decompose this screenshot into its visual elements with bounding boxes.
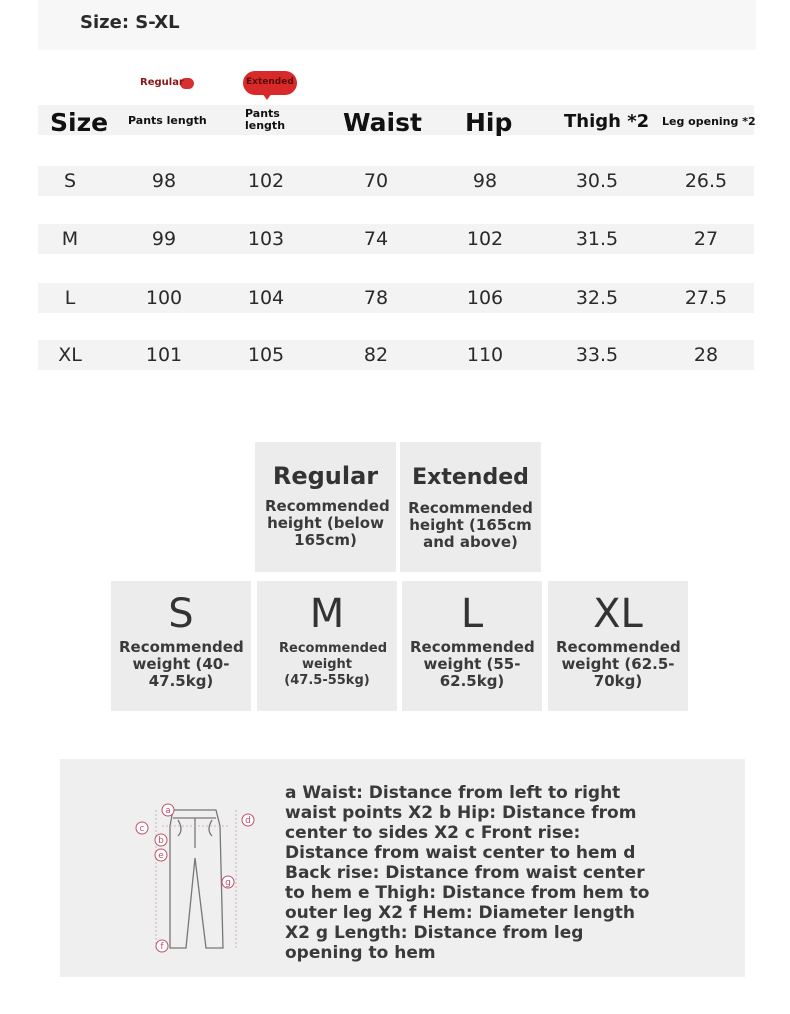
table-cell: 99 <box>151 228 177 250</box>
diagram-label-g: g <box>225 878 231 888</box>
table-cell-size: S <box>63 170 77 192</box>
col-header-thigh: Thigh *2 <box>564 111 650 132</box>
table-cell: 102 <box>247 170 285 192</box>
table-cell: 102 <box>466 228 504 250</box>
table-cell: 33.5 <box>575 344 619 366</box>
fit-description: Recommended height (165cm and above) <box>408 499 533 551</box>
diagram-label-d: d <box>245 816 251 826</box>
table-cell: 104 <box>247 287 285 309</box>
extended-tag: Extended <box>246 77 294 87</box>
table-cell: 31.5 <box>575 228 619 250</box>
size-card-xl <box>548 581 688 711</box>
size-letter: XL <box>593 591 643 637</box>
col-header-pants-length-extended: Pants length <box>245 107 286 132</box>
size-description: Recommended weight (62.5-70kg) <box>556 638 681 690</box>
table-cell: 110 <box>466 344 504 366</box>
table-cell: 98 <box>151 170 177 192</box>
diagram-label-e: e <box>158 851 164 861</box>
diagram-label-a: a <box>165 806 171 816</box>
fit-card-extended <box>400 442 541 572</box>
table-cell: 101 <box>145 344 183 366</box>
table-cell: 26.5 <box>684 170 728 192</box>
extended-tag-pointer <box>262 93 272 100</box>
size-description: Recommended weight (40-47.5kg) <box>119 638 244 690</box>
table-cell: 98 <box>472 170 498 192</box>
table-cell: 78 <box>363 287 389 309</box>
table-cell: 74 <box>363 228 389 250</box>
table-cell: 70 <box>363 170 389 192</box>
table-cell: 27 <box>693 228 719 250</box>
table-cell: 82 <box>363 344 389 366</box>
size-letter: S <box>168 591 194 637</box>
size-range-title: Size: S-XL <box>80 12 180 33</box>
table-cell: 30.5 <box>575 170 619 192</box>
fit-title: Extended <box>412 465 529 490</box>
col-header-pants-length-regular: Pants length <box>128 114 207 127</box>
measurement-note: a Waist: Distance from left to right waist points X2 b Hip: Distance from center to sides X2 c Front rise: Distance from waist center to hem d Back rise: Distance from waist center to hem e Thigh: Distance from hem to outer leg X2 f Hem: Diameter length X2 g Length: Distance from leg opening to hem <box>285 783 650 963</box>
col-header-size: Size <box>50 108 109 137</box>
fit-title: Regular <box>272 462 379 490</box>
table-cell-size: L <box>64 287 76 309</box>
table-cell-size: XL <box>58 344 82 366</box>
regular-tag: Regular <box>140 77 184 88</box>
table-cell: 103 <box>247 228 285 250</box>
size-letter: L <box>460 591 484 637</box>
size-card-s <box>111 581 251 711</box>
table-cell: 32.5 <box>575 287 619 309</box>
pants-diagram <box>128 798 268 958</box>
table-cell: 106 <box>466 287 504 309</box>
diagram-label-f: f <box>160 942 164 952</box>
table-cell: 100 <box>145 287 183 309</box>
diagram-label-b: b <box>158 836 164 846</box>
size-description: Recommended weight (55-62.5kg) <box>410 638 535 690</box>
table-cell: 27.5 <box>684 287 728 309</box>
table-cell-size: M <box>61 228 79 250</box>
col-header-waist: Waist <box>343 108 422 137</box>
fit-card-regular <box>255 442 396 572</box>
size-description: Recommended weight (47.5-55kg) <box>279 641 388 688</box>
col-header-leg-opening: Leg opening *2 <box>662 115 756 128</box>
size-card-l <box>402 581 542 711</box>
col-header-hip: Hip <box>465 108 513 137</box>
table-cell: 28 <box>693 344 719 366</box>
fit-description: Recommended height (below 165cm) <box>265 497 390 549</box>
diagram-label-c: c <box>139 824 145 834</box>
size-card-m <box>257 581 397 711</box>
table-cell: 105 <box>247 344 285 366</box>
size-letter: M <box>309 591 345 637</box>
